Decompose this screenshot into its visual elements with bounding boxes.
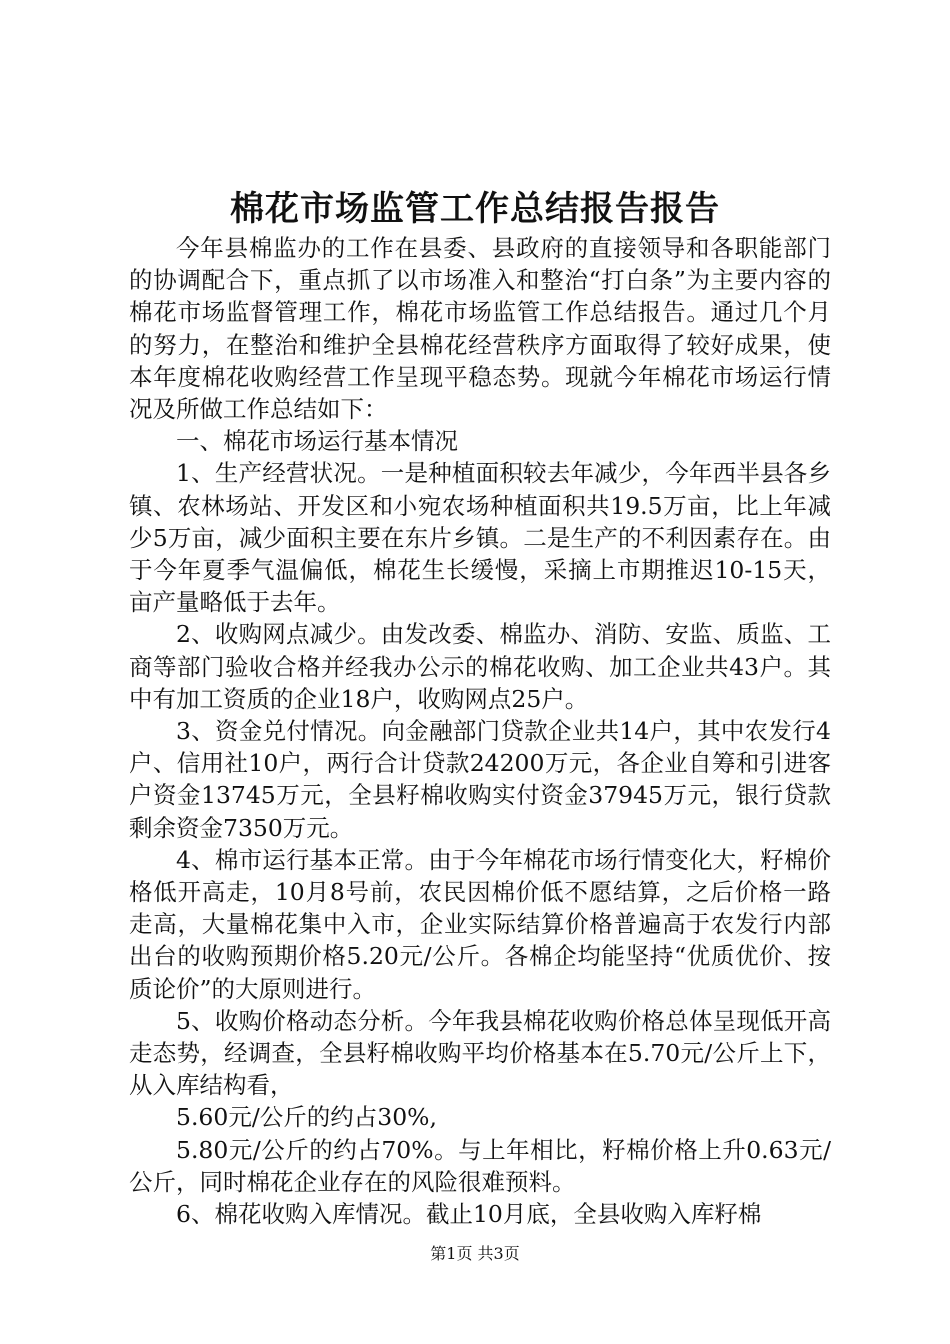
paragraph-price-share-2: 5.80元/公斤的约占70%。与上年相比，籽棉价格上升0.63元/公斤，同时棉花企业存在的风险很难预料。	[129, 1135, 831, 1196]
paragraph-price-share-1: 5.60元/公斤的约占30%,	[176, 1103, 437, 1132]
document-title: 棉花市场监管工作总结报告报告	[230, 189, 720, 229]
document-body	[129, 232, 831, 1230]
paragraph-price-analysis: 5、收购价格动态分析。今年我县棉花收购价格总体呈现低开高走态势，经调查，全县籽棉收购平均价格基本在5.70元/公斤上下，从入库结构看，	[129, 1006, 831, 1100]
paragraph-production: 1、生产经营状况。一是种植面积较去年减少，今年西半县各乡镇、农林场站、开发区和小宛农场种植面积共19.5万亩，比上年减少5万亩，减少面积主要在东片乡镇。二是生产的不利因素存在。由于今年夏季气温偏低，棉花生长缓慢，采摘上市期推迟10-15天，亩产量略低于去年。	[129, 459, 831, 617]
paragraph-storage: 6、棉花收购入库情况。截止10月底，全县收购入库籽棉	[176, 1200, 762, 1229]
page-footer: 第1页 共3页	[430, 1244, 520, 1263]
section-heading: 一、棉花市场运行基本情况	[176, 427, 458, 456]
paragraph-market: 4、棉市运行基本正常。由于今年棉花市场行情变化大，籽棉价格低开高走，10月8号前，农民因棉价低不愿结算，之后价格一路走高，大量棉花集中入市，企业实际结算价格普遍高于农发行内部出台的收购预期价格5.20元/公斤。各棉企均能坚持“优质优价、按质论价”的大原则进行。	[129, 845, 831, 1003]
paragraph-funding: 3、资金兑付情况。向金融部门贷款企业共14户，其中农发行4户、信用社10户，两行合计贷款24200万元，各企业自筹和引进客户资金13745万元，全县籽棉收购实付资金37945万元，银行贷款剩余资金7350万元。	[129, 717, 831, 842]
paragraph-outlets: 2、收购网点减少。由发改委、棉监办、消防、安监、质监、工商等部门验收合格并经我办公示的棉花收购、加工企业共43户。其中有加工资质的企业18户，收购网点25户。	[129, 620, 831, 713]
paragraph-intro: 今年县棉监办的工作在县委、县政府的直接领导和各职能部门的协调配合下，重点抓了以市场准入和整治“打白条”为主要内容的棉花市场监督管理工作，棉花市场监管工作总结报告。通过几个月的努力，在整治和维护全县棉花经营秩序方面取得了较好成果，使本年度棉花收购经营工作呈现平稳态势。现就今年棉花市场运行情况及所做工作总结如下：	[129, 234, 831, 424]
